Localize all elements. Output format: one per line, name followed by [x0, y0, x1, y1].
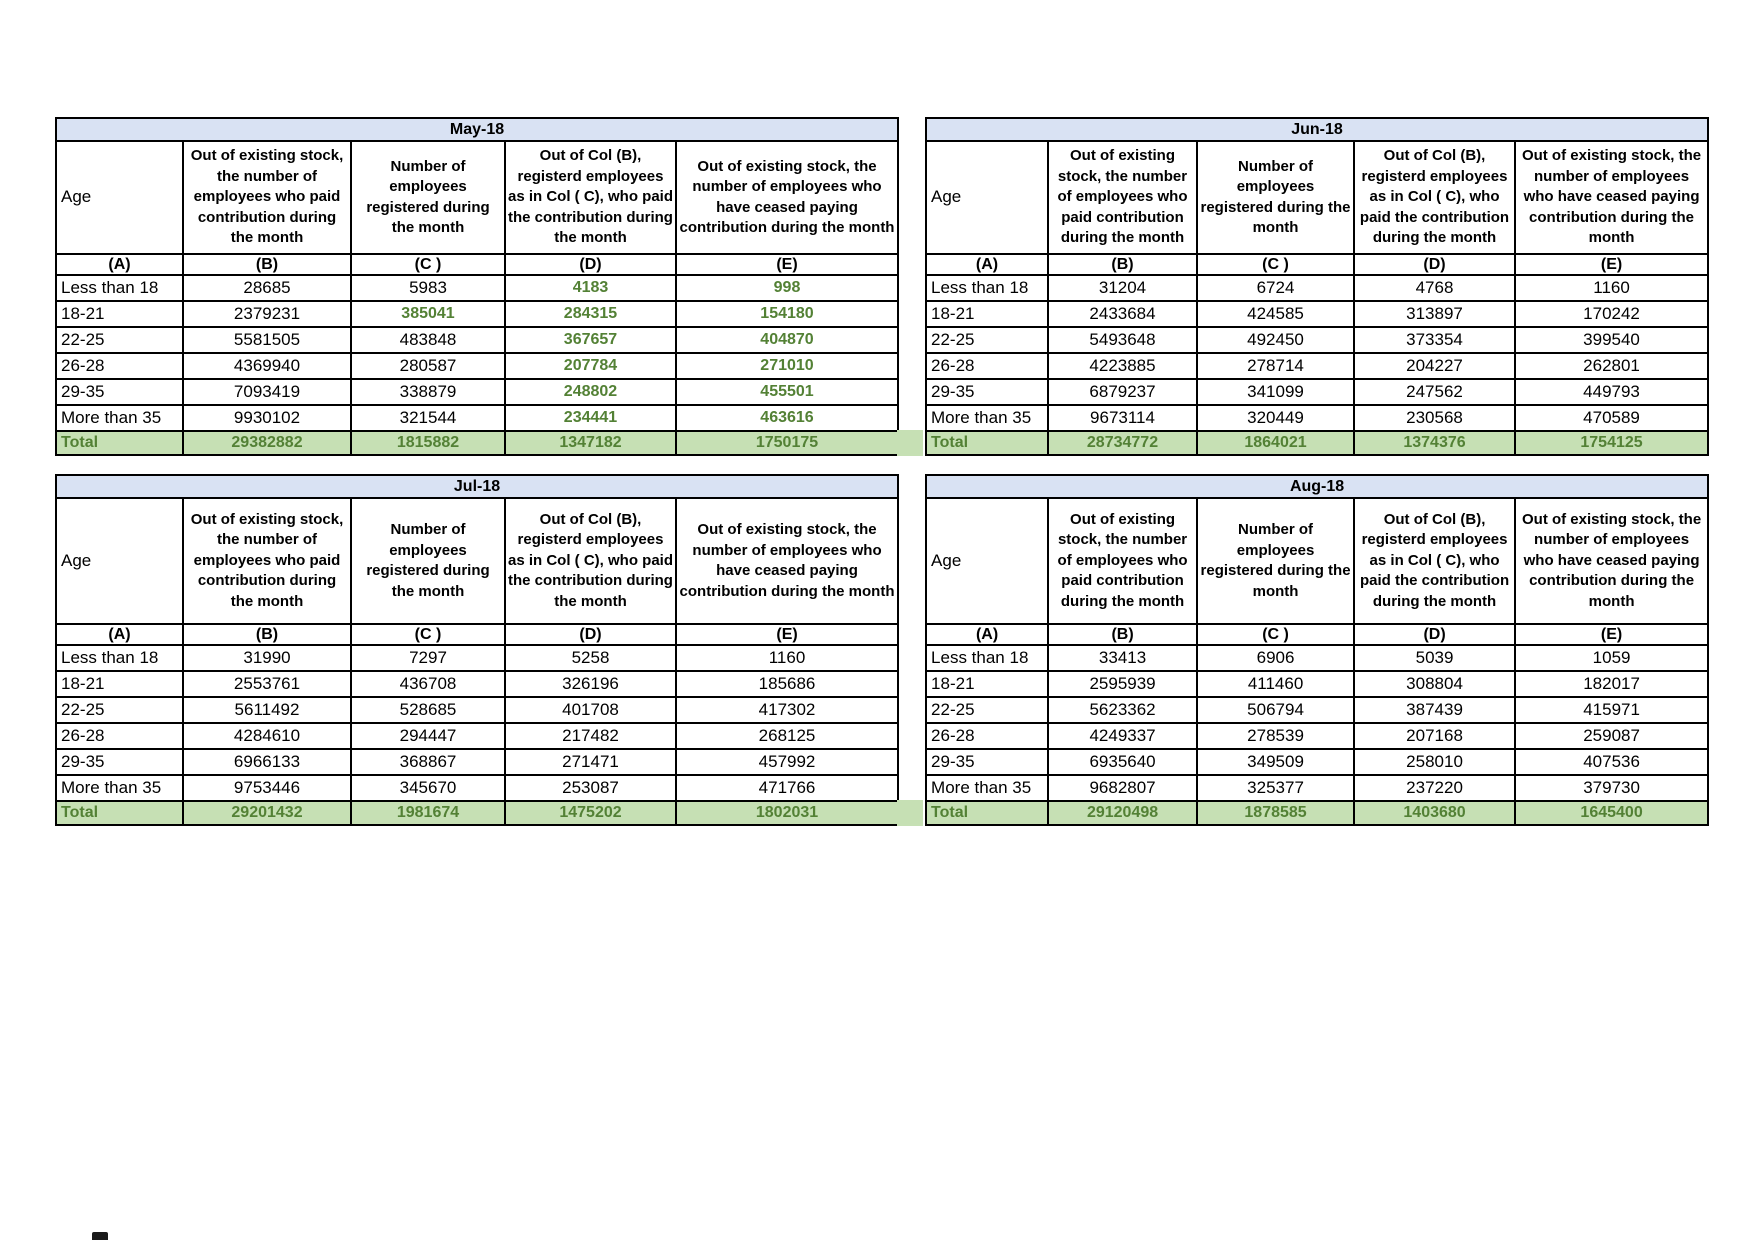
table-row — [56, 327, 898, 353]
table-jul-18 — [55, 474, 899, 826]
age-group-cell: 26-28 — [926, 353, 1048, 379]
column-letter-d: (D) — [1354, 624, 1515, 645]
column-header-e: Out of existing stock, the number of employees who have ceased paying contribution during the month — [1515, 498, 1708, 624]
value-cell: 207784 — [505, 353, 676, 379]
total-value-cell: 29201432 — [183, 801, 351, 825]
total-value-cell: 1475202 — [505, 801, 676, 825]
column-header-e: Out of existing stock, the number of employees who have ceased paying contribution during the month — [676, 141, 898, 254]
value-cell: 280587 — [351, 353, 505, 379]
value-cell: 5623362 — [1048, 697, 1197, 723]
total-value-cell: 1347182 — [505, 431, 676, 455]
value-cell: 379730 — [1515, 775, 1708, 801]
total-value-cell: 1754125 — [1515, 431, 1708, 455]
total-value-cell: 1645400 — [1515, 801, 1708, 825]
total-row — [926, 431, 1708, 455]
value-cell: 278714 — [1197, 353, 1354, 379]
column-header-c: Number of employees registered during the month — [1197, 141, 1354, 254]
screen-edge-artifact — [92, 1232, 108, 1240]
total-row — [56, 801, 898, 825]
value-cell: 1160 — [676, 645, 898, 671]
total-value-cell: 28734772 — [1048, 431, 1197, 455]
value-cell: 9753446 — [183, 775, 351, 801]
value-cell: 326196 — [505, 671, 676, 697]
value-cell: 185686 — [676, 671, 898, 697]
value-cell: 4369940 — [183, 353, 351, 379]
value-cell: 345670 — [351, 775, 505, 801]
month-title: May-18 — [56, 118, 898, 141]
value-cell: 998 — [676, 275, 898, 301]
value-cell: 6935640 — [1048, 749, 1197, 775]
age-group-cell: 26-28 — [56, 723, 183, 749]
value-cell: 237220 — [1354, 775, 1515, 801]
column-letter-row — [56, 624, 898, 645]
column-letter-b: (B) — [183, 624, 351, 645]
total-value-cell: 1815882 — [351, 431, 505, 455]
value-cell: 1160 — [1515, 275, 1708, 301]
total-value-cell: 1864021 — [1197, 431, 1354, 455]
table-jun-18 — [925, 117, 1709, 456]
column-header-c: Number of employees registered during the month — [351, 498, 505, 624]
value-cell: 9673114 — [1048, 405, 1197, 431]
value-cell: 6966133 — [183, 749, 351, 775]
table-row — [926, 353, 1708, 379]
value-cell: 9682807 — [1048, 775, 1197, 801]
column-letter-b: (B) — [183, 254, 351, 275]
value-cell: 470589 — [1515, 405, 1708, 431]
column-letter-e: (E) — [676, 624, 898, 645]
age-group-cell: 22-25 — [926, 327, 1048, 353]
column-letter-row — [926, 254, 1708, 275]
table-row — [56, 671, 898, 697]
total-value-cell: 1403680 — [1354, 801, 1515, 825]
table-row — [56, 301, 898, 327]
value-cell: 457992 — [676, 749, 898, 775]
age-group-cell: 22-25 — [56, 697, 183, 723]
value-cell: 387439 — [1354, 697, 1515, 723]
value-cell: 262801 — [1515, 353, 1708, 379]
value-cell: 349509 — [1197, 749, 1354, 775]
value-cell: 6879237 — [1048, 379, 1197, 405]
column-header-b: Out of existing stock, the number of employees who paid contribution during the month — [183, 498, 351, 624]
value-cell: 217482 — [505, 723, 676, 749]
column-header-d: Out of Col (B), registerd employees as in Col ( C), who paid the contribution during the month — [505, 141, 676, 254]
total-row-gap-fill — [897, 800, 923, 826]
column-letter-d: (D) — [505, 254, 676, 275]
column-header-e: Out of existing stock, the number of employees who have ceased paying contribution during the month — [1515, 141, 1708, 254]
column-header-age: Age — [56, 498, 183, 624]
value-cell: 2595939 — [1048, 671, 1197, 697]
column-letter-c: (C ) — [1197, 254, 1354, 275]
value-cell: 248802 — [505, 379, 676, 405]
value-cell: 417302 — [676, 697, 898, 723]
value-cell: 5493648 — [1048, 327, 1197, 353]
value-cell: 483848 — [351, 327, 505, 353]
column-letter-e: (E) — [1515, 624, 1708, 645]
table-row — [56, 353, 898, 379]
age-group-cell: Less than 18 — [56, 275, 183, 301]
value-cell: 294447 — [351, 723, 505, 749]
value-cell: 4183 — [505, 275, 676, 301]
value-cell: 436708 — [351, 671, 505, 697]
value-cell: 2433684 — [1048, 301, 1197, 327]
value-cell: 368867 — [351, 749, 505, 775]
value-cell: 4223885 — [1048, 353, 1197, 379]
total-value-cell: 1802031 — [676, 801, 898, 825]
value-cell: 28685 — [183, 275, 351, 301]
column-letter-b: (B) — [1048, 624, 1197, 645]
age-group-cell: 18-21 — [56, 671, 183, 697]
value-cell: 325377 — [1197, 775, 1354, 801]
age-group-cell: 29-35 — [56, 749, 183, 775]
total-row — [926, 801, 1708, 825]
value-cell: 455501 — [676, 379, 898, 405]
total-label-cell: Total — [56, 431, 183, 455]
total-label-cell: Total — [926, 431, 1048, 455]
age-group-cell: 26-28 — [56, 353, 183, 379]
value-cell: 367657 — [505, 327, 676, 353]
column-header-row — [926, 498, 1708, 624]
table-row — [56, 379, 898, 405]
table-aug-18 — [925, 474, 1709, 826]
age-group-cell: Less than 18 — [926, 645, 1048, 671]
value-cell: 449793 — [1515, 379, 1708, 405]
value-cell: 170242 — [1515, 301, 1708, 327]
value-cell: 338879 — [351, 379, 505, 405]
value-cell: 247562 — [1354, 379, 1515, 405]
total-value-cell: 1750175 — [676, 431, 898, 455]
value-cell: 271471 — [505, 749, 676, 775]
table-row — [926, 671, 1708, 697]
column-letter-e: (E) — [676, 254, 898, 275]
column-header-age: Age — [926, 141, 1048, 254]
column-header-d: Out of Col (B), registerd employees as in Col ( C), who paid the contribution during the month — [505, 498, 676, 624]
value-cell: 230568 — [1354, 405, 1515, 431]
value-cell: 4284610 — [183, 723, 351, 749]
age-group-cell: More than 35 — [56, 775, 183, 801]
month-title: Jun-18 — [926, 118, 1708, 141]
age-group-cell: Less than 18 — [926, 275, 1048, 301]
value-cell: 5581505 — [183, 327, 351, 353]
value-cell: 321544 — [351, 405, 505, 431]
value-cell: 2553761 — [183, 671, 351, 697]
column-header-d: Out of Col (B), registerd employees as in Col ( C), who paid the contribution during the month — [1354, 498, 1515, 624]
value-cell: 1059 — [1515, 645, 1708, 671]
value-cell: 253087 — [505, 775, 676, 801]
value-cell: 471766 — [676, 775, 898, 801]
age-group-cell: 18-21 — [926, 301, 1048, 327]
table-title-row — [926, 118, 1708, 141]
column-header-d: Out of Col (B), registerd employees as in Col ( C), who paid the contribution during the month — [1354, 141, 1515, 254]
column-letter-row — [926, 624, 1708, 645]
total-value-cell: 29382882 — [183, 431, 351, 455]
value-cell: 9930102 — [183, 405, 351, 431]
age-group-cell: 18-21 — [926, 671, 1048, 697]
table-row — [926, 301, 1708, 327]
age-group-cell: 22-25 — [926, 697, 1048, 723]
column-letter-a: (A) — [56, 624, 183, 645]
value-cell: 4768 — [1354, 275, 1515, 301]
column-letter-b: (B) — [1048, 254, 1197, 275]
value-cell: 528685 — [351, 697, 505, 723]
column-header-c: Number of employees registered during the month — [1197, 498, 1354, 624]
month-title: Jul-18 — [56, 475, 898, 498]
column-header-b: Out of existing stock, the number of employees who paid contribution during the month — [1048, 498, 1197, 624]
value-cell: 278539 — [1197, 723, 1354, 749]
column-header-row — [56, 498, 898, 624]
age-group-cell: 22-25 — [56, 327, 183, 353]
column-letter-a: (A) — [926, 254, 1048, 275]
column-header-row — [926, 141, 1708, 254]
age-group-cell: 29-35 — [926, 749, 1048, 775]
age-group-cell: Less than 18 — [56, 645, 183, 671]
value-cell: 7297 — [351, 645, 505, 671]
age-group-cell: More than 35 — [926, 405, 1048, 431]
value-cell: 5039 — [1354, 645, 1515, 671]
age-group-cell: 18-21 — [56, 301, 183, 327]
total-label-cell: Total — [926, 801, 1048, 825]
value-cell: 182017 — [1515, 671, 1708, 697]
column-header-age: Age — [926, 498, 1048, 624]
table-row — [56, 405, 898, 431]
table-row — [926, 405, 1708, 431]
value-cell: 2379231 — [183, 301, 351, 327]
value-cell: 399540 — [1515, 327, 1708, 353]
table-title-row — [926, 475, 1708, 498]
value-cell: 154180 — [676, 301, 898, 327]
value-cell: 5983 — [351, 275, 505, 301]
column-letter-e: (E) — [1515, 254, 1708, 275]
value-cell: 407536 — [1515, 749, 1708, 775]
column-letter-a: (A) — [56, 254, 183, 275]
table-row — [926, 327, 1708, 353]
total-value-cell: 29120498 — [1048, 801, 1197, 825]
table-row — [56, 749, 898, 775]
value-cell: 6724 — [1197, 275, 1354, 301]
column-header-e: Out of existing stock, the number of employees who have ceased paying contribution during the month — [676, 498, 898, 624]
table-row — [56, 275, 898, 301]
value-cell: 506794 — [1197, 697, 1354, 723]
value-cell: 308804 — [1354, 671, 1515, 697]
value-cell: 415971 — [1515, 697, 1708, 723]
table-row-group-top — [55, 117, 1709, 456]
table-row — [56, 723, 898, 749]
column-letter-d: (D) — [505, 624, 676, 645]
value-cell: 204227 — [1354, 353, 1515, 379]
column-letter-c: (C ) — [1197, 624, 1354, 645]
tables-area — [55, 117, 1709, 826]
value-cell: 268125 — [676, 723, 898, 749]
table-may-18 — [55, 117, 899, 456]
value-cell: 6906 — [1197, 645, 1354, 671]
total-row-gap-fill — [897, 430, 923, 456]
value-cell: 4249337 — [1048, 723, 1197, 749]
column-letter-c: (C ) — [351, 624, 505, 645]
age-group-cell: More than 35 — [926, 775, 1048, 801]
value-cell: 31204 — [1048, 275, 1197, 301]
value-cell: 31990 — [183, 645, 351, 671]
value-cell: 341099 — [1197, 379, 1354, 405]
value-cell: 411460 — [1197, 671, 1354, 697]
column-header-b: Out of existing stock, the number of employees who paid contribution during the month — [1048, 141, 1197, 254]
table-row — [926, 275, 1708, 301]
age-group-cell: 26-28 — [926, 723, 1048, 749]
column-header-age: Age — [56, 141, 183, 254]
column-header-b: Out of existing stock, the number of employees who paid contribution during the month — [183, 141, 351, 254]
value-cell: 424585 — [1197, 301, 1354, 327]
table-row — [56, 697, 898, 723]
column-letter-a: (A) — [926, 624, 1048, 645]
table-row — [56, 645, 898, 671]
age-group-cell: 29-35 — [926, 379, 1048, 405]
table-row — [56, 775, 898, 801]
value-cell: 492450 — [1197, 327, 1354, 353]
table-row — [926, 379, 1708, 405]
total-row — [56, 431, 898, 455]
total-value-cell: 1878585 — [1197, 801, 1354, 825]
value-cell: 258010 — [1354, 749, 1515, 775]
column-header-row — [56, 141, 898, 254]
total-label-cell: Total — [56, 801, 183, 825]
age-group-cell: 29-35 — [56, 379, 183, 405]
value-cell: 284315 — [505, 301, 676, 327]
table-row-group-bottom — [55, 474, 1709, 826]
table-title-row — [56, 118, 898, 141]
value-cell: 320449 — [1197, 405, 1354, 431]
value-cell: 401708 — [505, 697, 676, 723]
total-value-cell: 1374376 — [1354, 431, 1515, 455]
value-cell: 5611492 — [183, 697, 351, 723]
table-row — [926, 697, 1708, 723]
column-letter-c: (C ) — [351, 254, 505, 275]
value-cell: 313897 — [1354, 301, 1515, 327]
value-cell: 234441 — [505, 405, 676, 431]
table-row — [926, 723, 1708, 749]
value-cell: 33413 — [1048, 645, 1197, 671]
table-row — [926, 775, 1708, 801]
total-value-cell: 1981674 — [351, 801, 505, 825]
value-cell: 207168 — [1354, 723, 1515, 749]
value-cell: 5258 — [505, 645, 676, 671]
column-letter-row — [56, 254, 898, 275]
column-letter-d: (D) — [1354, 254, 1515, 275]
value-cell: 259087 — [1515, 723, 1708, 749]
age-group-cell: More than 35 — [56, 405, 183, 431]
value-cell: 463616 — [676, 405, 898, 431]
month-title: Aug-18 — [926, 475, 1708, 498]
value-cell: 373354 — [1354, 327, 1515, 353]
value-cell: 404870 — [676, 327, 898, 353]
value-cell: 385041 — [351, 301, 505, 327]
table-row — [926, 749, 1708, 775]
value-cell: 7093419 — [183, 379, 351, 405]
table-row — [926, 645, 1708, 671]
table-title-row — [56, 475, 898, 498]
column-header-c: Number of employees registered during the month — [351, 141, 505, 254]
value-cell: 271010 — [676, 353, 898, 379]
